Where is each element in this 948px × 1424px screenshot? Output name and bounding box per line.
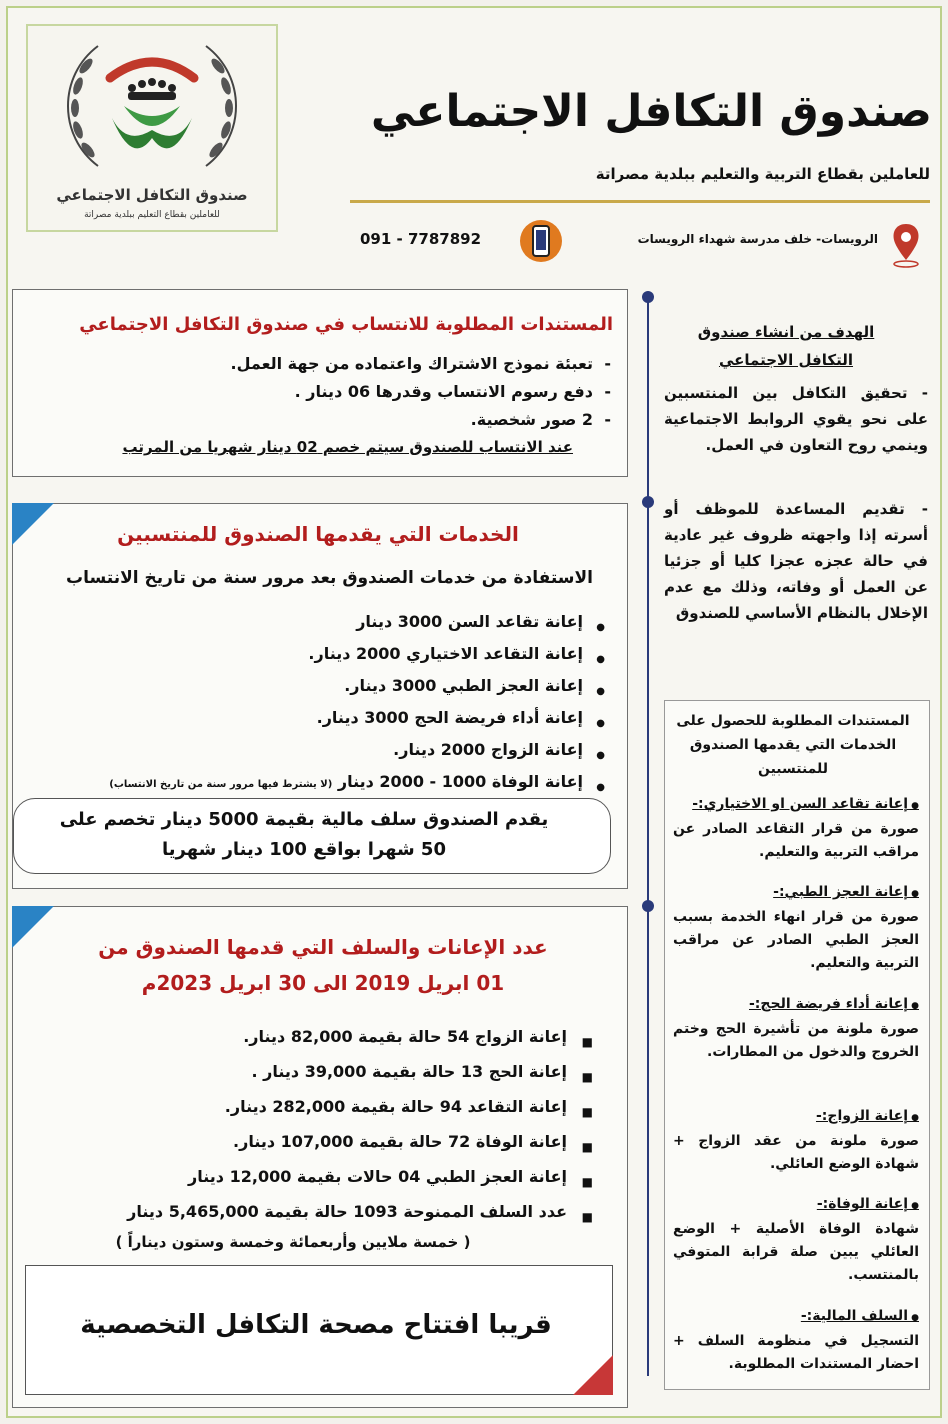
document-section-body: شهادة الوفاة الأصلية + الوضع العائلي يبين صلة قرابة المتوفي بالمنتسب. [673, 1221, 919, 1283]
stats-title-line-2: 01 ابريل 2019 الى 30 ابريل 2023م [141, 971, 505, 995]
document-section-head: ● إعانة الزواج:- [673, 1105, 919, 1130]
location-pin-icon [890, 222, 922, 268]
phone-number: 091 - 7787892 [360, 230, 482, 248]
corner-accent [573, 1355, 613, 1395]
list-item: ■ إعانة التقاعد 94 حالة بقيمة 282,000 دينار. [43, 1089, 567, 1124]
goal-paragraph-2: - تقديم المساعدة للموظف أو أسرته إذا واجهته ظروف غير عادية في حالة عجزه عجزا كليا أو جزئيا عن العمل أو وفاته، وذلك مع عدم الإخلال بالنظام الأساسي للصندوق [664, 500, 928, 622]
goal-title-line-2: التكافل الاجتماعي [718, 351, 854, 369]
list-item: ■ إعانة الزواج 54 حالة بقيمة 82,000 دينار. [43, 1019, 567, 1054]
page-subtitle: للعاملين بقطاع التربية والتعليم ببلدية مصراتة [595, 165, 930, 183]
list-item: ■ إعانة الوفاة 72 حالة بقيمة 107,000 دينار. [43, 1124, 567, 1159]
list-item [103, 766, 583, 801]
goal-title [680, 318, 892, 374]
logo-caption: صندوق التكافل الاجتماعي [56, 186, 248, 204]
goal-title-line-1: الهدف من انشاء صندوق [697, 323, 875, 341]
wreath-logo-icon [28, 26, 276, 186]
list-item: ● إعانة تقاعد السن 3000 دينار [103, 606, 583, 638]
list-item: ● إعانة أداء فريضة الحج 3000 دينار. [103, 702, 583, 734]
timeline-line [647, 296, 649, 1376]
document-section-disability [673, 881, 919, 975]
loan-line-1: يقدم الصندوق سلف مالية بقيمة 5000 دينار تخصم على [59, 809, 549, 830]
list-item: - 2 صور شخصية. [53, 406, 593, 434]
corner-accent [12, 503, 54, 545]
document-section-marriage [673, 1105, 919, 1176]
loan-callout [13, 798, 611, 874]
list-item: ● إعانة الزواج 2000 دينار. [103, 734, 583, 766]
document-section-body: صورة ملونة من تأشيرة الحج وختم الخروج والدخول من المطارات. [673, 1021, 919, 1060]
services-list [103, 606, 583, 801]
document-section-body: التسجيل في منظومة السلف + احضار المستندات المطلوبة. [673, 1333, 919, 1372]
document-section-head: ● إعانة العجز الطبي:- [673, 881, 919, 906]
stats-box [12, 906, 628, 1408]
document-section-head: ● إعانة تقاعد السن او الاختياري:- [673, 793, 919, 818]
announcement-text: قريبا افتتاح مصحة التكافل التخصصية [80, 1310, 552, 1340]
timeline-dot [642, 496, 654, 508]
membership-note: عند الانتساب للصندوق سيتم خصم 02 دينار شهريا من المرتب [122, 438, 573, 456]
documents-title: المستندات المطلوبة للحصول على الخدمات التي يقدمها الصندوق للمنتسبين [676, 713, 910, 777]
death-benefit-note: (لا يشترط فيها مرور سنة من تاريخ الانتساب) [109, 779, 333, 790]
list-item: ● إعانة التقاعد الاختياري 2000 دينار. [103, 638, 583, 670]
document-section-head: ● السلف المالية:- [673, 1305, 919, 1330]
document-section-body: صورة ملونة من عقد الزواج + شهادة الوضع العائلي. [673, 1133, 919, 1172]
list-item: ■ عدد السلف الممنوحة 1093 حالة بقيمة 5,465,000 دينار [43, 1194, 567, 1229]
goal-paragraph-1: - تحقيق التكافل بين المنتسبين على نحو يقوي الروابط الاجتماعية وينمي روح التعاون في العمل. [664, 384, 928, 454]
list-item: - دفع رسوم الانتساب وقدرها 06 دينار . [53, 378, 593, 406]
death-benefit-text: إعانة الوفاة 1000 - 2000 دينار [337, 772, 583, 791]
membership-list [53, 350, 593, 434]
list-item: - تعبئة نموذج الاشتراك واعتماده من جهة العمل. [53, 350, 593, 378]
document-section-loans [673, 1305, 919, 1376]
services-title: الخدمات التي يقدمها الصندوق للمنتسبين [117, 522, 519, 546]
document-section-head: ● إعانة أداء فريضة الحج:- [673, 993, 919, 1018]
list-item: ● إعانة العجز الطبي 3000 دينار. [103, 670, 583, 702]
document-section-head: ● إعانة الوفاة:- [673, 1193, 919, 1218]
amount-in-words: ( خمسة ملايين وأربعمائة وخمسة وستون ديناراً ) [115, 1233, 471, 1251]
document-section-death [673, 1193, 919, 1287]
services-box [12, 503, 628, 889]
logo-subcaption: للعاملين بقطاع التعليم ببلدية مصراتة [84, 210, 220, 220]
document-section-retirement [673, 793, 919, 864]
timeline-dot [642, 900, 654, 912]
services-intro: الاستفادة من خدمات الصندوق بعد مرور سنة من تاريخ الانتساب [66, 568, 593, 588]
stats-list [43, 1019, 567, 1229]
timeline-dot [642, 291, 654, 303]
header-divider [350, 200, 930, 203]
announcement-box [25, 1265, 613, 1395]
list-item: ■ إعانة العجز الطبي 04 حالات بقيمة 12,000 دينار [43, 1159, 567, 1194]
list-item: ■ إعانة الحج 13 حالة بقيمة 39,000 دينار . [43, 1054, 567, 1089]
logo-box [26, 24, 278, 232]
stats-title-line-1: عدد الإعانات والسلف التي قدمها الصندوق من [98, 935, 548, 959]
loan-line-2: 50 شهرا بواقع 100 دينار شهريا [162, 839, 446, 860]
document-section-body: صورة من قرار انهاء الخدمة بسبب العجز الطبي الصادر عن مراقب التربية والتعليم. [673, 909, 919, 971]
membership-title: المستندات المطلوبة للانتساب في صندوق التكافل الاجتماعي [79, 314, 613, 335]
address-text: الرويسات- خلف مدرسة شهداء الرويسات [637, 232, 878, 246]
corner-accent [12, 906, 54, 948]
membership-box [12, 289, 628, 477]
document-section-body: صورة من قرار التقاعد الصادر عن مراقب التربية والتعليم. [673, 821, 919, 860]
documents-box [664, 700, 930, 1390]
document-section-hajj [673, 993, 919, 1064]
page-title: صندوق التكافل الاجتماعي [370, 86, 932, 137]
